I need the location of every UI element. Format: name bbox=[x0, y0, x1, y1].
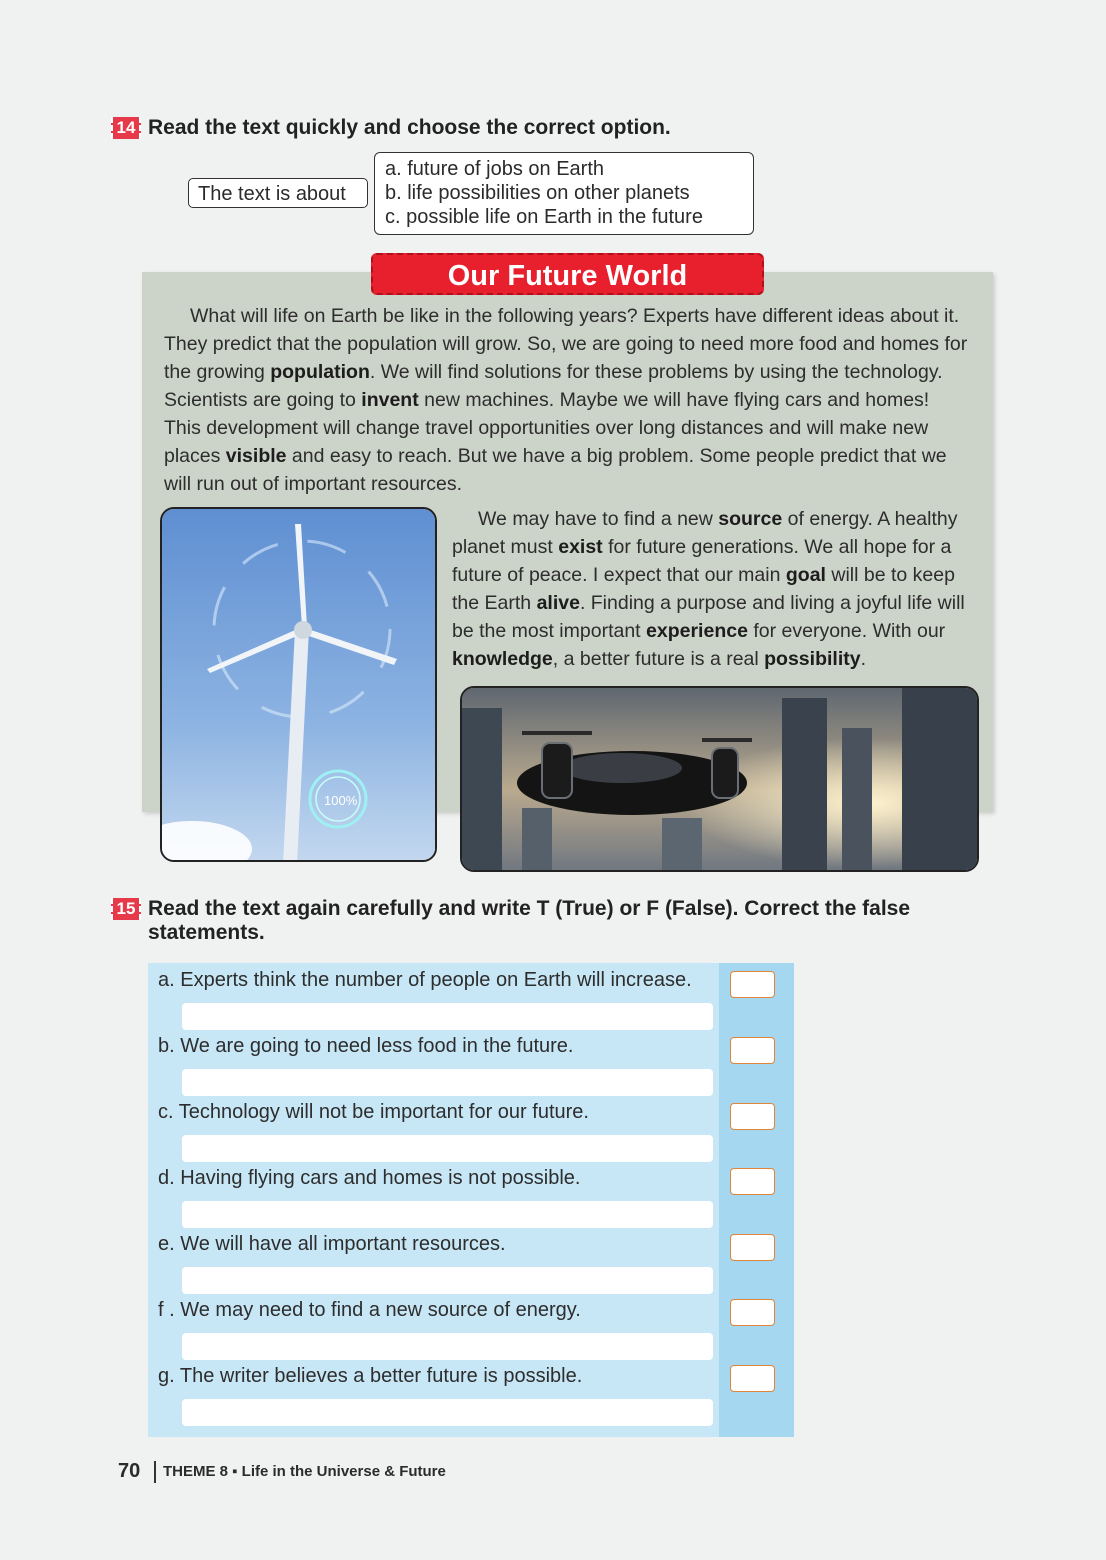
paragraph-1: What will life on Earth be like in the following years? Experts have different ideas about it. They predict that the population will grow. So, we are going to need more food and homes for the growing population. We will find solutions for these problems by using the technology. Scientists are going to invent new machines. Maybe we will have flying cars and homes! This development will change travel opportunities over long distances and will make new places visible and easy to reach. But we have a big problem. Some people predict that we will run out of important resources. bbox=[164, 305, 968, 495]
statement-d: d. Having flying cars and homes is not possible. bbox=[158, 1167, 581, 1189]
answer-box-f[interactable] bbox=[730, 1299, 775, 1326]
statement-c: c. Technology will not be important for our future. bbox=[158, 1101, 589, 1123]
wind-turbine-photo bbox=[160, 507, 437, 862]
option-c[interactable]: c. possible life on Earth in the future bbox=[385, 206, 703, 228]
footer-divider bbox=[154, 1461, 156, 1483]
answer-box-d[interactable] bbox=[730, 1168, 775, 1195]
answer-box-c[interactable] bbox=[730, 1103, 775, 1130]
correction-line-e[interactable] bbox=[182, 1267, 713, 1294]
task-15-instruction: Read the text again carefully and write T (True) or F (False). Correct the false statements. bbox=[148, 897, 911, 944]
vocab-word: invent bbox=[361, 389, 419, 411]
task-15-number-badge: 15 bbox=[111, 898, 141, 920]
answer-box-g[interactable] bbox=[730, 1365, 775, 1392]
answer-box-e[interactable] bbox=[730, 1234, 775, 1261]
correction-line-b[interactable] bbox=[182, 1069, 713, 1096]
correction-line-g[interactable] bbox=[182, 1399, 713, 1426]
reading-title: Our Future World bbox=[371, 253, 764, 295]
vocab-word: possibility bbox=[764, 648, 861, 670]
turbine-percent-label: 100% bbox=[324, 793, 358, 808]
statement-f: f . We may need to find a new source of energy. bbox=[158, 1299, 581, 1321]
correction-line-d[interactable] bbox=[182, 1201, 713, 1228]
question-stem: The text is about bbox=[188, 178, 368, 208]
correction-line-f[interactable] bbox=[182, 1333, 713, 1360]
statement-e: e. We will have all important resources. bbox=[158, 1233, 506, 1255]
option-b[interactable]: b. life possibilities on other planets bbox=[385, 182, 690, 204]
answer-box-b[interactable] bbox=[730, 1037, 775, 1064]
task-14-number-badge: 14 bbox=[111, 117, 141, 139]
vocab-word: experience bbox=[646, 620, 748, 642]
statement-g: g. The writer believes a better future is possible. bbox=[158, 1365, 583, 1387]
vocab-word: alive bbox=[536, 592, 580, 614]
statement-b: b. We are going to need less food in the future. bbox=[158, 1035, 574, 1057]
correction-line-a[interactable] bbox=[182, 1003, 713, 1030]
statement-a: a. Experts think the number of people on Earth will increase. bbox=[158, 969, 692, 991]
vocab-word: goal bbox=[785, 564, 826, 586]
correction-line-c[interactable] bbox=[182, 1135, 713, 1162]
vocab-word: population bbox=[270, 361, 370, 383]
options-box bbox=[374, 152, 754, 235]
paragraph-2: We may have to find a new source of energy. A healthy planet must exist for future generations. We all hope for a future of peace. I expect that our main goal will be to keep the Earth alive. Finding a purpose and living a joyful life will be the most important experience for everyone. With our knowledge, a better future is a real possibility. bbox=[452, 508, 965, 670]
task-14-instruction: Read the text quickly and choose the correct option. bbox=[148, 116, 671, 139]
page-number: 70 bbox=[118, 1460, 141, 1482]
footer-theme: THEME 8 ▪ Life in the Universe & Future bbox=[163, 1463, 446, 1480]
vocab-word: source bbox=[718, 508, 783, 530]
wind-turbine-image bbox=[162, 509, 437, 862]
vocab-word: knowledge bbox=[452, 648, 553, 670]
flying-car-image bbox=[462, 688, 979, 872]
flying-car-photo bbox=[460, 686, 979, 872]
vocab-word: exist bbox=[558, 536, 603, 558]
option-a[interactable]: a. future of jobs on Earth bbox=[385, 158, 605, 180]
answer-box-a[interactable] bbox=[730, 971, 775, 998]
vocab-word: visible bbox=[225, 445, 287, 467]
